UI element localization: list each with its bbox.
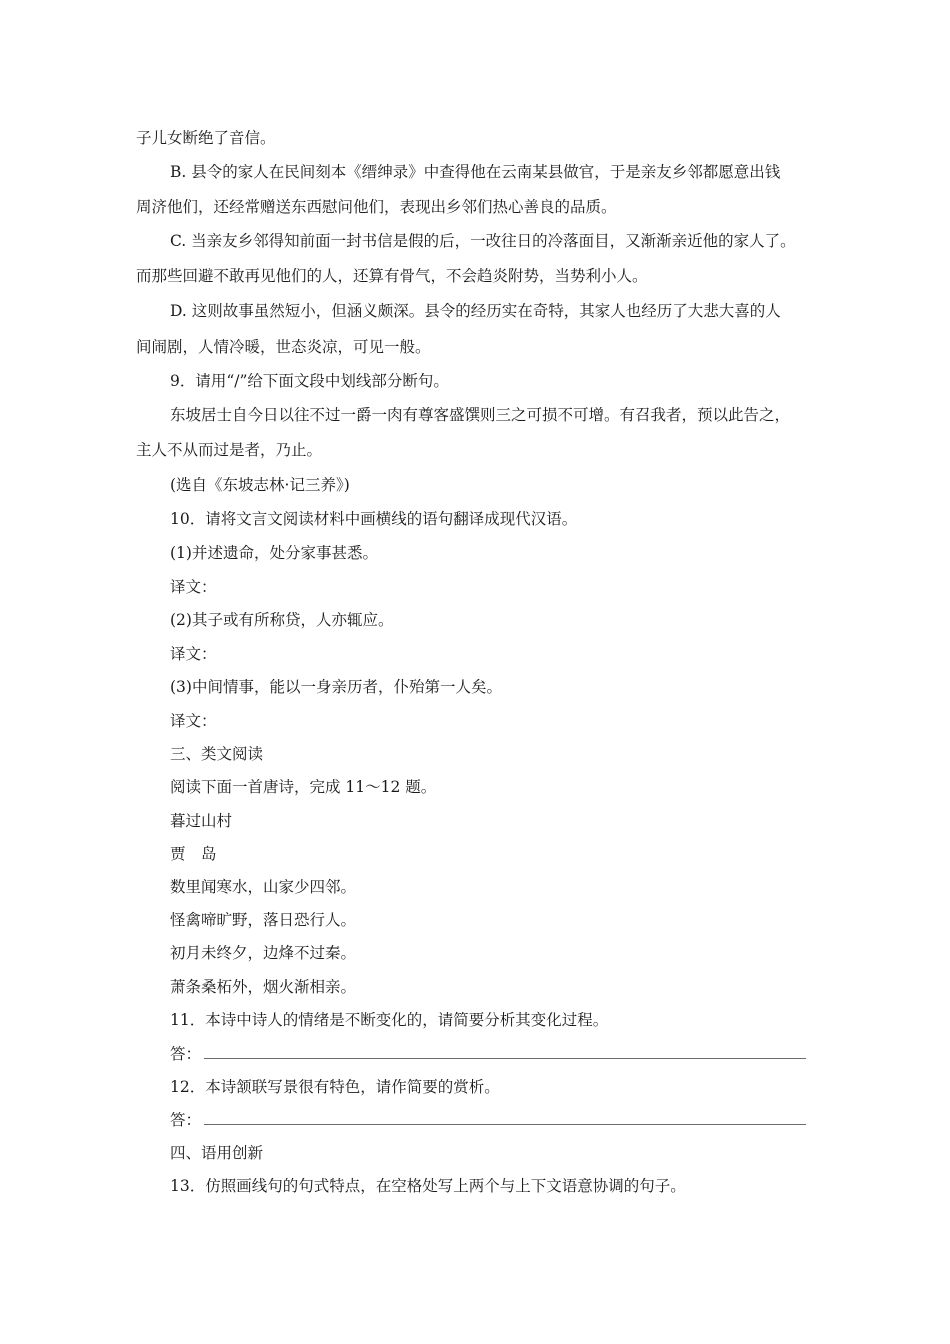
sub-question: (2)其子或有所称贷，人亦辄应。 (170, 611, 394, 629)
poem-title: 暮过山村 (170, 812, 233, 830)
section-heading: 四、语用创新 (170, 1144, 264, 1162)
poem-line: 萧条桑柘外，烟火渐相亲。 (170, 978, 357, 996)
passage-line: 东坡居士自今日以往不过一爵一肉有尊客盛馔则三之可损不可增。有召我者，预以此告之， (170, 406, 791, 424)
translation-label: 译文： (170, 712, 217, 730)
sub-question: (3)中间情事，能以一身亲历者，仆殆第一人矣。 (170, 678, 502, 696)
question-11: 11．本诗中诗人的情绪是不断变化的，请简要分析其变化过程。 (170, 1011, 609, 1029)
text-line: 子儿女断绝了音信。 (136, 129, 276, 147)
option-d-line: D. 这则故事虽然短小，但涵义颇深。县令的经历实在奇特，其家人也经历了大悲大喜的人 (170, 302, 781, 320)
sub-question: (1)并述遗命，处分家事甚悉。 (170, 544, 378, 562)
poem-line: 怪禽啼旷野，落日恐行人。 (170, 911, 357, 929)
passage-line: 主人不从而过是者，乃止。 (136, 441, 323, 459)
question-9: 9．请用“/”给下面文段中划线部分断句。 (170, 372, 449, 390)
option-b-line: B. 县令的家人在民间刻本《缙绅录》中查得他在云南某县做官，于是亲友乡邻都愿意出钱 (170, 163, 781, 181)
question-10: 10．请将文言文阅读材料中画横线的语句翻译成现代汉语。 (170, 510, 578, 528)
section-heading: 三、类文阅读 (170, 745, 264, 763)
option-c-line: C. 当亲友乡邻得知前面一封书信是假的后，一改往日的冷落面目，又渐渐亲近他的家人了。 (170, 232, 796, 250)
poem-line: 数里闻寒水，山家少四邻。 (170, 878, 357, 896)
translation-label: 译文： (170, 578, 217, 596)
source-note: (选自《东坡志林·记三养》) (170, 476, 350, 494)
text-line: 间闹剧，人情冷暖，世态炎凉，可见一般。 (136, 338, 431, 356)
text-line: 周济他们，还经常赠送东西慰问他们，表现出乡邻们热心善良的品质。 (136, 198, 617, 216)
text-line: 而那些回避不敢再见他们的人，还算有骨气，不会趋炎附势，当势利小人。 (136, 267, 648, 285)
answer-label: 答： (170, 1045, 202, 1063)
question-12: 12．本诗颔联写景很有特色，请作简要的赏析。 (170, 1078, 500, 1096)
answer-blank-line[interactable] (204, 1124, 806, 1125)
answer-blank-line[interactable] (204, 1058, 806, 1059)
instruction-line: 阅读下面一首唐诗，完成 11～12 题。 (170, 778, 437, 796)
answer-label: 答： (170, 1111, 202, 1129)
question-13: 13．仿照画线句的句式特点，在空格处写上两个与上下文语意协调的句子。 (170, 1177, 686, 1195)
translation-label: 译文： (170, 645, 217, 663)
poem-line: 初月未终夕，边烽不过秦。 (170, 944, 357, 962)
poem-author: 贾 岛 (170, 845, 217, 863)
